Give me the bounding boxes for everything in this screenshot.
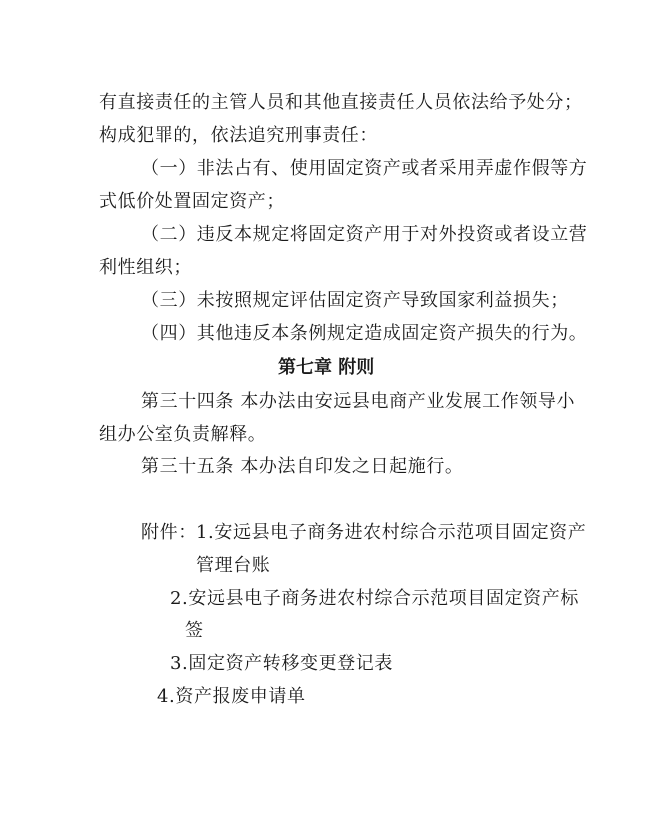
chapter-heading: 第七章 附则 [278,357,375,378]
attachment-2-line-1: 2.安远县电子商务进农村综合示范项目固定资产标 [170,588,579,609]
article-34-line-2: 组办公室负责解释。 [99,424,267,445]
attachment-1-line-1: 1.安远县电子商务进农村综合示范项目固定资产 [196,522,587,543]
body-line-1: 有直接责任的主管人员和其他直接责任人员依法给予处分； [99,92,583,113]
list-item-4: （四）其他违反本条例规定造成固定资产损失的行为。 [141,323,588,344]
attachments-label: 附件： [141,522,197,543]
list-item-1-line-1: （一）非法占有、使用固定资产或者采用弄虚作假等方 [141,158,588,179]
attachment-2-line-2: 签 [185,620,204,641]
list-item-3: （三）未按照规定评估固定资产导致国家利益损失； [141,290,569,311]
list-item-1-line-2: 式低价处置固定资产； [99,191,285,212]
article-35: 第三十五条 本办法自印发之日起施行。 [141,456,464,477]
body-line-2: 构成犯罪的，依法追究刑事责任： [99,125,378,146]
attachment-4: 4.资产报废申请单 [157,686,306,707]
attachment-1-line-2: 管理台账 [196,555,271,576]
list-item-2-line-1: （二）违反本规定将固定资产用于对外投资或者设立营 [141,224,588,245]
attachment-3: 3.固定资产转移变更登记表 [170,653,393,674]
list-item-2-line-2: 利性组织； [99,257,192,278]
article-34-line-1: 第三十四条 本办法由安远县电商产业发展工作领导小 [141,391,576,412]
